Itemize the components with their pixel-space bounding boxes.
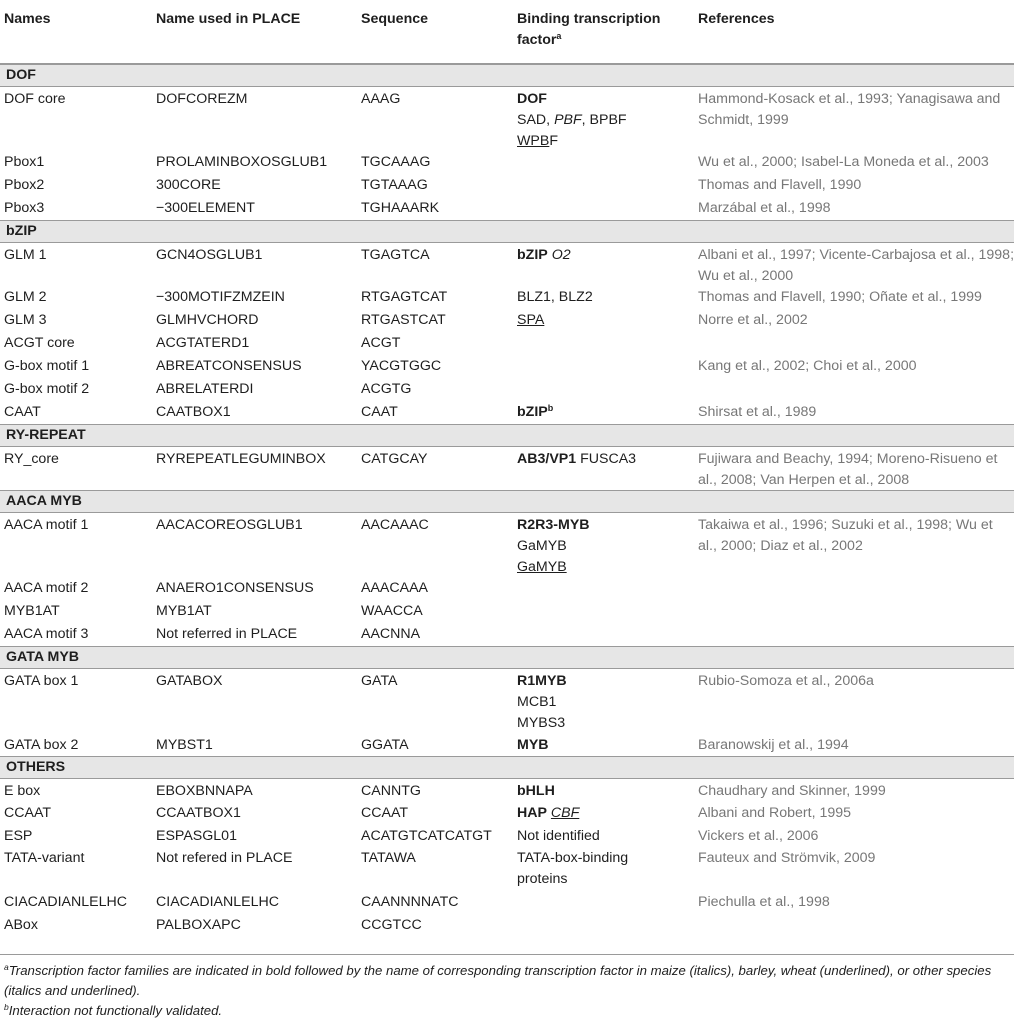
tf-cell: DOF SAD, PBF, BPBF WPBF (517, 91, 627, 149)
table-cell: CANNTG (361, 783, 421, 799)
table-cell: RTGASTCAT (361, 312, 446, 328)
table-row (0, 892, 1014, 915)
table-cell: DOFCOREZM (156, 91, 248, 107)
table-cell: CAAT (4, 404, 41, 420)
table-cell: Fauteux and Strömvik, 2009 (698, 850, 876, 866)
table-cell: CCAATBOX1 (156, 805, 241, 821)
table-cell: TATAWA (361, 850, 416, 866)
tf-cell: bZIP O2 (517, 247, 571, 263)
table-row (0, 379, 1014, 402)
table-cell: GGATA (361, 737, 409, 753)
footnote-b: $^b$Interaction not functionally validated. (4, 1002, 223, 1018)
table-cell: TGAGTCA (361, 247, 430, 263)
table-row (0, 333, 1014, 356)
table-cell: Chaudhary and Skinner, 1999 (698, 783, 886, 799)
table-cell: Albani et al., 1997; Vicente-Carbajosa et al., 1998; Wu et al., 2000 (698, 247, 1014, 284)
footnote-a: $^a$Transcription factor families are indicated in bold followed by the name of corresponding transcription factor in maize (italics), barley, wheat (underlined), or other species (italics and underlined). (4, 962, 992, 998)
table-row (0, 87, 1014, 152)
table-cell: −300ELEMENT (156, 200, 255, 216)
table-cell: E box (4, 783, 41, 799)
table-cell: YACGTGGC (361, 358, 442, 374)
table-cell: G-box motif 2 (4, 381, 90, 397)
table-cell: MYBST1 (156, 737, 213, 753)
table-row (0, 624, 1014, 646)
table-cell: ABRELATERDI (156, 381, 254, 397)
table-cell: AACNNA (361, 626, 421, 642)
table-header (0, 0, 1014, 64)
table-cell: AACACOREOSGLUB1 (156, 517, 303, 533)
table-cell: DOF core (4, 91, 66, 107)
table-cell: Piechulla et al., 1998 (698, 894, 830, 910)
table-cell: −300MOTIFZMZEIN (156, 289, 285, 305)
table-bottom-rule (0, 954, 1014, 955)
table-cell: Takaiwa et al., 1996; Suzuki et al., 1998; Wu et al., 2000; Diaz et al., 2002 (698, 517, 993, 554)
table-row (0, 175, 1014, 198)
table-row (0, 287, 1014, 310)
table-cell: AACAAAC (361, 517, 429, 533)
table-cell: GATA box 2 (4, 737, 79, 753)
table-cell: Not referred in PLACE (156, 626, 298, 642)
table-cell: TATA-variant (4, 850, 85, 866)
table-cell: Not refered in PLACE (156, 850, 293, 866)
table-cell: CIACADIANLELHC (156, 894, 279, 910)
table-cell: 300CORE (156, 177, 221, 193)
table-cell: AACA motif 2 (4, 580, 89, 596)
table-cell: Fujiwara and Beachy, 1994; Moreno-Risueno et al., 2008; Van Herpen et al., 2008 (698, 451, 998, 488)
table-cell: Kang et al., 2002; Choi et al., 2000 (698, 358, 917, 374)
table-cell: G-box motif 1 (4, 358, 90, 374)
header-references: References (698, 11, 775, 27)
table-row (0, 669, 1014, 735)
section-ry-repeat: RY-REPEAT (0, 424, 1014, 447)
table-cell: CATGCAY (361, 451, 428, 467)
table-cell: Baranowskij et al., 1994 (698, 737, 849, 753)
table-row (0, 198, 1014, 220)
table-cell: CAAT (361, 404, 398, 420)
table-cell: GLMHVCHORD (156, 312, 259, 328)
section-others: OTHERS (0, 756, 1014, 779)
table-cell: PROLAMINBOXOSGLUB1 (156, 154, 328, 170)
table-row (0, 915, 1014, 937)
table-cell: TGHAAARK (361, 200, 440, 216)
table-cell: Thomas and Flavell, 1990; Oñate et al., 1999 (698, 289, 982, 305)
table-row (0, 152, 1014, 175)
table-cell: Pbox2 (4, 177, 45, 193)
table-cell: CCAAT (361, 805, 409, 821)
tf-cell: bZIP$^b$ (517, 403, 554, 420)
table-cell: ESPASGL01 (156, 828, 237, 844)
table-cell: Pbox1 (4, 154, 45, 170)
table-row (0, 848, 1014, 892)
table-cell: Albani and Robert, 1995 (698, 805, 852, 821)
table-cell: TGTAAAG (361, 177, 428, 193)
table-cell: ABREATCONSENSUS (156, 358, 302, 374)
table-cell: TATA-box-binding proteins (517, 850, 629, 887)
table-cell: Wu et al., 2000; Isabel-La Moneda et al., 2003 (698, 154, 989, 170)
table-cell: ANAERO1CONSENSUS (156, 580, 314, 596)
table-cell: CCGTCC (361, 917, 422, 933)
table-cell: Norre et al., 2002 (698, 312, 808, 328)
section-aaca-myb: AACA MYB (0, 490, 1014, 513)
table-cell: AAAG (361, 91, 401, 107)
table-cell: GLM 2 (4, 289, 47, 305)
table-row (0, 601, 1014, 624)
section-bzip: bZIP (0, 220, 1014, 243)
table-row (0, 735, 1014, 756)
table-cell: Thomas and Flavell, 1990 (698, 177, 862, 193)
table-cell: PALBOXAPC (156, 917, 241, 933)
header-sequence: Sequence (361, 11, 429, 27)
table-cell: AACA motif 3 (4, 626, 89, 642)
section-dof: DOF (0, 64, 1014, 87)
table-cell: Vickers et al., 2006 (698, 828, 819, 844)
tf-cell: R1MYB MCB1 MYBS3 (517, 673, 567, 731)
table-row (0, 402, 1014, 424)
table-cell: ACATGTCATCATGT (361, 828, 492, 844)
table-cell: CAANNNNATC (361, 894, 459, 910)
table-cell: GLM 3 (4, 312, 47, 328)
table-cell: SPA (517, 312, 545, 328)
table-cell: CIACADIANLELHC (4, 894, 127, 910)
table-row (0, 447, 1014, 490)
table-cell: Hammond-Kosack et al., 1993; Yanagisawa and Schmidt, 1999 (698, 91, 1001, 128)
table-row (0, 779, 1014, 803)
table-cell: ABox (4, 917, 38, 933)
header-names: Names (4, 11, 51, 27)
table-cell: ESP (4, 828, 33, 844)
table-cell: RY_core (4, 451, 59, 467)
tf-cell: R2R3-MYB GaMYB GaMYB (517, 517, 590, 575)
table-cell: MYB (517, 737, 549, 753)
table-cell: GATABOX (156, 673, 223, 689)
header-factor: Binding transcription factor$^a$ (517, 11, 661, 48)
table-cell: TGCAAAG (361, 154, 431, 170)
table-cell: ACGT (361, 335, 401, 351)
table-cell: RTGAGTCAT (361, 289, 448, 305)
table-cell: CCAAT (4, 805, 52, 821)
table-cell: ACGTATERD1 (156, 335, 250, 351)
table-cell: GLM 1 (4, 247, 47, 263)
table-row (0, 356, 1014, 379)
table-cell: GATA box 1 (4, 673, 79, 689)
table-row (0, 513, 1014, 578)
section-gata-myb: GATA MYB (0, 646, 1014, 669)
tf-cell: AB3/VP1 FUSCA3 (517, 451, 637, 467)
table-cell: ACGT core (4, 335, 75, 351)
table-cell: MYB1AT (156, 603, 212, 619)
table-cell: Not identified (517, 828, 600, 844)
table-cell: BLZ1, BLZ2 (517, 289, 593, 305)
table-cell: EBOXBNNAPA (156, 783, 253, 799)
header-place: Name used in PLACE (156, 11, 301, 27)
table-cell: GCN4OSGLUB1 (156, 247, 263, 263)
table-row (0, 578, 1014, 601)
table-cell: Pbox3 (4, 200, 45, 216)
table-cell: MYB1AT (4, 603, 60, 619)
tf-cell: HAP CBF (517, 805, 580, 821)
table-cell: CAATBOX1 (156, 404, 231, 420)
table-cell: ACGTG (361, 381, 412, 397)
table-cell: GATA (361, 673, 398, 689)
table-cell: Shirsat et al., 1989 (698, 404, 817, 420)
table-row (0, 243, 1014, 287)
table-row (0, 826, 1014, 848)
table-cell: WAACCA (361, 603, 423, 619)
table-cell: Rubio-Somoza et al., 2006a (698, 673, 874, 689)
table-cell: RYREPEATLEGUMINBOX (156, 451, 326, 467)
table-cell: bHLH (517, 783, 555, 799)
table-row (0, 310, 1014, 333)
table-cell: AAACAAA (361, 580, 429, 596)
table-cell: Marzábal et al., 1998 (698, 200, 831, 216)
table-cell: AACA motif 1 (4, 517, 89, 533)
table-row (0, 803, 1014, 826)
